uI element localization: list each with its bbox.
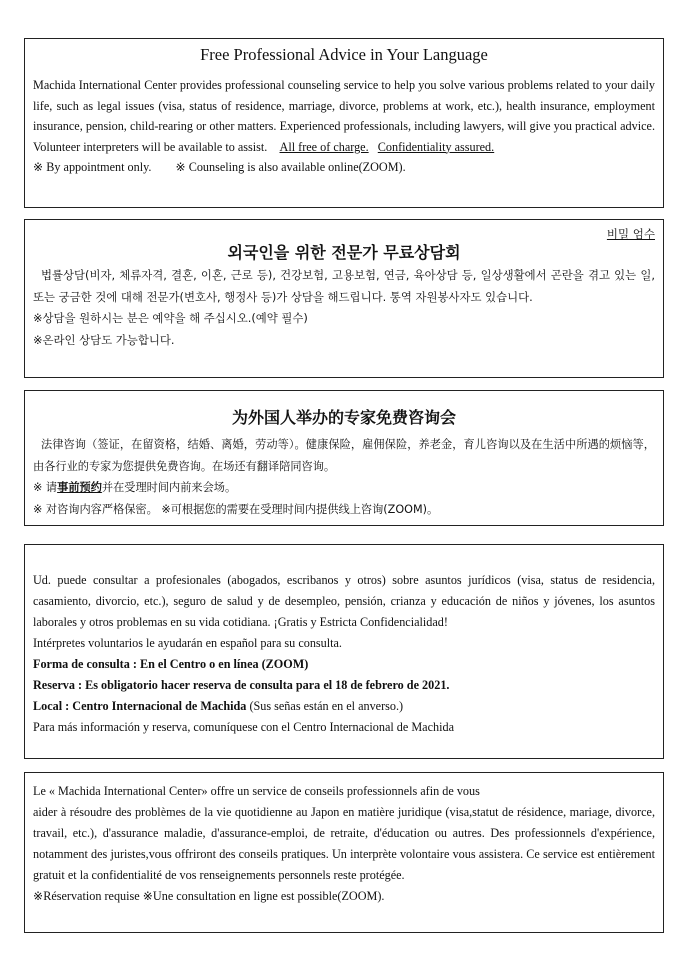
english-body (33, 75, 655, 157)
korean-note-reservation: ※상담을 원하시는 분은 예약을 해 주십시오.(예약 필수) (33, 311, 308, 325)
spanish-info: Para más información y reserva, comuníquese con el Centro Internacional de Machida (33, 720, 454, 734)
chinese-section (24, 390, 664, 526)
english-section (24, 38, 664, 208)
chinese-advance-booking: 事前预约 (57, 481, 102, 494)
chinese-note-reservation (33, 477, 655, 499)
korean-section (24, 219, 664, 378)
english-note-appointment: ※ By appointment only. (33, 160, 152, 174)
english-notes (33, 157, 655, 178)
korean-title: 외국인을 위한 전문가 무료상담회 (227, 243, 461, 262)
spanish-interpreters: Intérpretes voluntarios le ayudarán en español para su consulta. (33, 636, 342, 650)
chinese-title: 为外国人举办的专家免费咨询会 (231, 408, 456, 427)
spanish-forma: Forma de consulta : En el Centro o en línea (ZOOM) (33, 657, 309, 671)
korean-body: 법률상담(비자, 체류자격, 결혼, 이혼, 근로 등), 건강보험, 고용보험, 연금, 육아상담 등, 일상생활에서 곤란을 겪고 있는 일, 또는 궁금한 것에 대해 전문가(변호사, 행정사 등)가 상담을 해드립니다. 통역 자원봉사자도 있습니다. (33, 268, 655, 304)
french-note: ※Réservation requise ※Une consultation en ligne est possible(ZOOM). (33, 889, 385, 903)
confidentiality-text: Confidentiality assured. (377, 139, 495, 154)
english-note-online: ※ Counseling is also available online(ZOOM). (175, 160, 406, 174)
french-body: aider à résoudre des problèmes de la vie quotidienne au Japon en matière juridique (visa,statut de résidence, mariage, divorce, travail, etc.), d'assurance maladie, d'assurance-emploi, de retraite, d'éducation ou autres. Des professionnels d'expérience, notamment des juristes,vous offriront des conseils pratiques. Un interprète volontaire vous assistera. Ce service est entièrement gratuit et la confidentialité de vos renseignements personnels reste protégée. (33, 805, 655, 882)
french-section (24, 772, 664, 933)
english-title: Free Professional Advice in Your Language (200, 45, 488, 64)
spanish-reserva: Reserva : Es obligatorio hacer reserva de consulta para el 18 de febrero de 2021. (33, 678, 450, 692)
spanish-section (24, 544, 664, 759)
spanish-body: Ud. puede consultar a profesionales (abogados, escribanos y otros) sobre asuntos jurídicos (visa, status de residencia, casamiento, divorcio, etc.), seguro de salud y de desempleo, pensión, crianza y educación de niños y jóvenes, los asuntos laborales y otros problemas en su vida cotidiana. ¡Gratis y Estricta Confidencialidad! (33, 573, 655, 629)
spanish-local-note: (Sus señas están en el anverso.) (246, 699, 404, 713)
chinese-note1-suffix: 并在受理时间内前来会场。 (101, 481, 237, 494)
korean-confidential-label: 비밀 엄수 (606, 227, 655, 241)
free-of-charge-text: All free of charge. (279, 139, 369, 154)
chinese-note-confidential: ※ 对咨询内容严格保密。 ※可根据您的需要在受理时间内提供线上咨询(ZOOM)。 (33, 502, 439, 516)
spanish-local-label: Local : Centro Internacional de Machida (33, 699, 247, 713)
korean-note-online: ※온라인 상담도 가능합니다. (33, 332, 175, 347)
chinese-note1-prefix: ※ 请 (33, 481, 58, 494)
english-body-text: Machida International Center provides professional counseling service to help you solve various problems related to your daily life, such as legal issues (visa, status of residence, marriage, divorce, problems at work, etc.), health insurance, employment insurance, pension, child-rearing or other matters. Experienced professionals, including lawyers, will give you practical advice. Volunteer interpreters will be available to assist. (33, 78, 655, 154)
spanish-local (33, 696, 655, 717)
french-intro: Le « Machida International Center» offre un service de conseils professionnels afin de vous (33, 784, 480, 798)
chinese-body: 法律咨询（签证，在留资格，结婚、离婚，劳动等）。健康保险，雇佣保险，养老金，育儿咨询以及在生活中所遇的烦恼等，由各行业的专家为您提供免费咨询。在场还有翻译陪同咨询。 (33, 438, 655, 473)
